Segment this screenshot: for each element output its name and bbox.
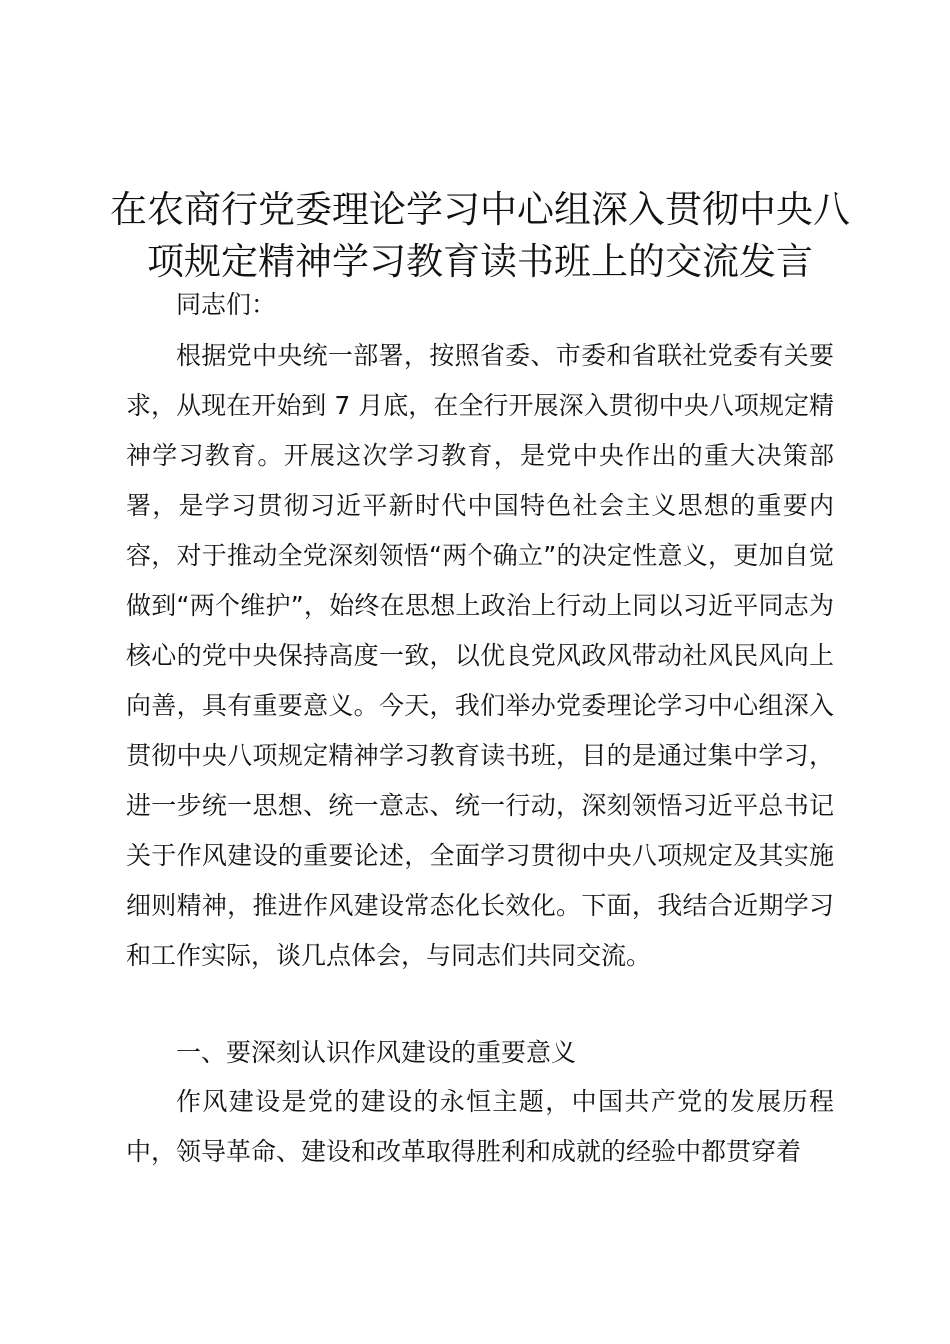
salutation: 同志们： (176, 290, 277, 319)
document-title: 在农商行党委理论学习中心组深入贯彻中央八项规定精神学习教育读书班上的交流发言 (110, 188, 850, 283)
paragraph-intro: 根据党中央统一部署，按照省委、市委和省联社党委有关要求，从现在开始到 7 月底，在全行开展深入贯彻中央八项规定精神学习教育。开展这次学习教育，是党中央作出的重大决策部署，是学习贯彻习近平新时代中国特色社会主义思想的重要内容，对于推动全党深刻领悟“两个确立”的决定性意义，更加自觉做到“两个维护”，始终在思想上政治上行动上同以习近平同志为核心的党中央保持高度一致，以优良党风政风带动社风民风向上向善，具有重要意义。今天，我们举办党委理论学习中心组深入贯彻中央八项规定精神学习教育读书班，目的是通过集中学习，进一步统一思想、统一意志、统一行动，深刻领悟习近平总书记关于作风建设的重要论述，全面学习贯彻中央八项规定及其实施细则精神，推进作风建设常态化长效化。下面，我结合近期学习和工作实际，谈几点体会，与同志们共同交流。 (126, 341, 834, 970)
paragraph-section-1: 作风建设是党的建设的永恒主题，中国共产党的发展历程中，领导革命、建设和改革取得胜利和成就的经验中都贯穿着 (126, 1087, 834, 1166)
section-heading: 一、要深刻认识作风建设的重要意义 (176, 1038, 577, 1067)
